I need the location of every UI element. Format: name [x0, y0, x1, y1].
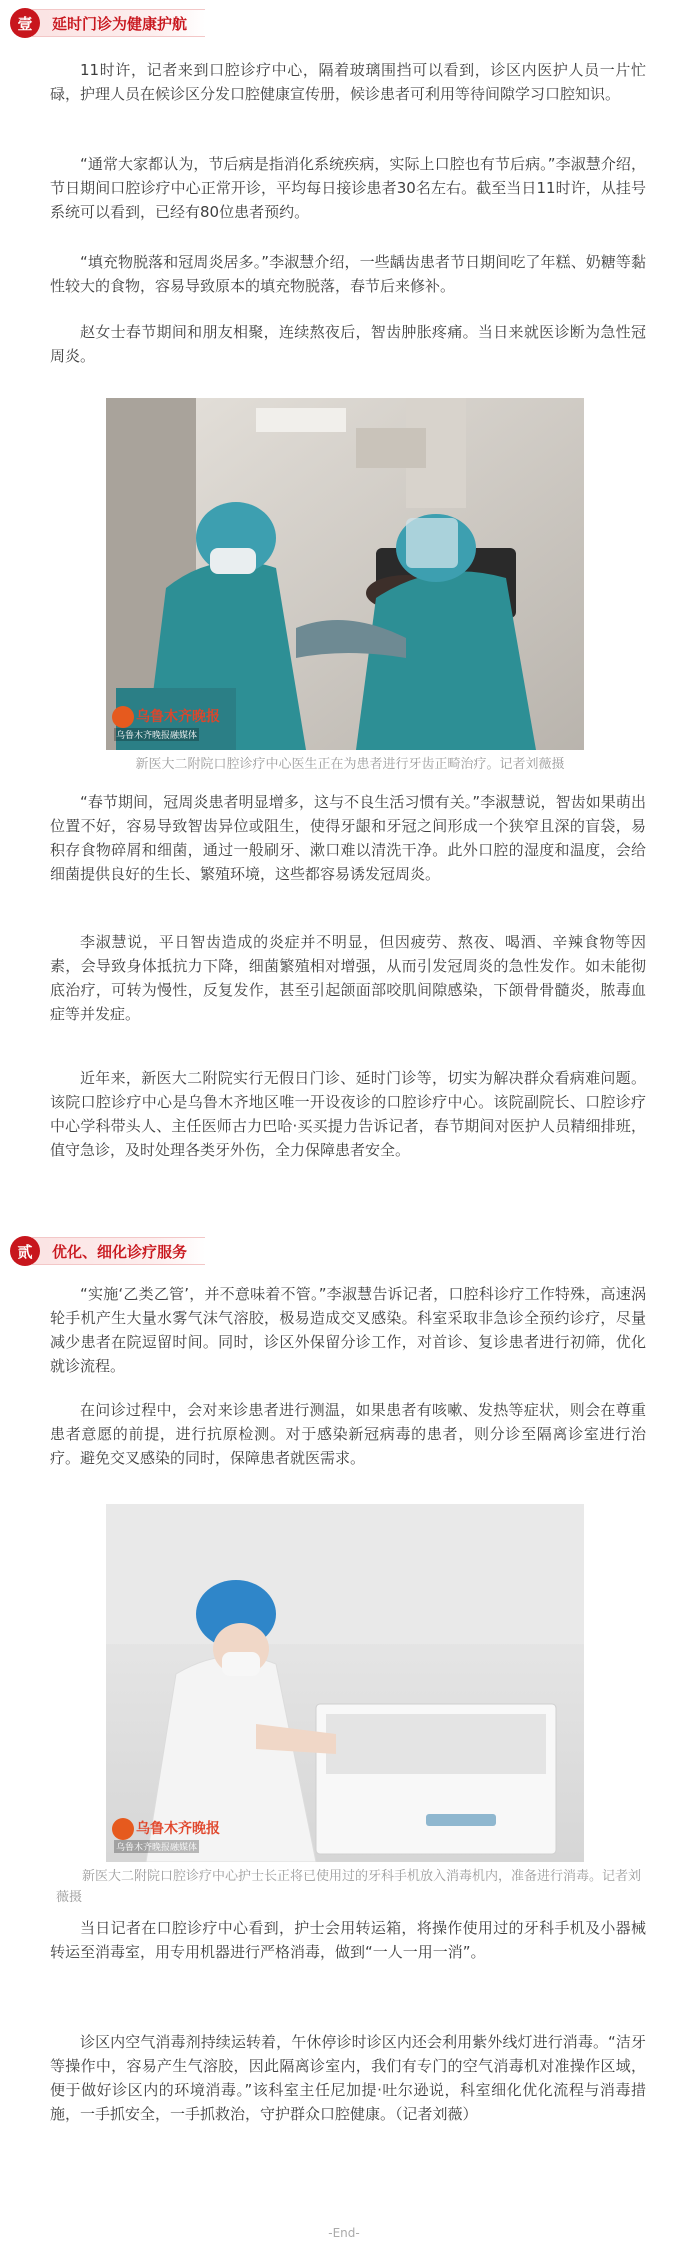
disinfection-image — [106, 1504, 584, 1862]
paragraph: 近年来，新医大二附院实行无假日门诊、延时门诊等，切实为解决群众看病难问题。该院口腔诊疗中心是乌鲁木齐地区唯一开设夜诊的口腔诊疗中心。该院副院长、口腔诊疗中心学科带头人、主任医师古力巴哈·买买提力告诉记者，春节期间对医护人员精细排班，值守急诊，及时处理各类牙外伤，全力保障患者安全。 — [50, 1069, 646, 1159]
logo-subtitle: 乌鲁木齐晚报融媒体 — [114, 728, 199, 741]
newspaper-logo — [112, 706, 242, 742]
dental-treatment-image — [106, 398, 584, 750]
dental-treatment-photo — [106, 398, 584, 750]
paragraph: 当日记者在口腔诊疗中心看到，护士会用转运箱，将操作使用过的牙科手机及小器械转运至消毒室，用专用机器进行严格消毒，做到“一人一用一消”。 — [50, 1919, 646, 1961]
section-badge: 壹 — [10, 8, 40, 38]
section-header-1 — [10, 8, 205, 38]
paragraph: 赵女士春节期间和朋友相聚，连续熬夜后，智齿肿胀疼痛。当日来就医诊断为急性冠周炎。 — [50, 323, 646, 365]
logo-sun-icon — [112, 1818, 134, 1840]
photo-caption: 新医大二附院口腔诊疗中心医生正在为患者进行牙齿正畸治疗。记者刘薇摄 — [135, 757, 565, 772]
section-title: 优化、细化诊疗服务 — [32, 1237, 205, 1265]
newspaper-logo — [112, 1818, 242, 1854]
paragraph: “填充物脱落和冠周炎居多。”李淑慧介绍，一些龋齿患者节日期间吃了年糕、奶糖等黏性较大的食物，容易导致原本的填充物脱落，春节后来修补。 — [50, 253, 646, 295]
logo-subtitle: 乌鲁木齐晚报融媒体 — [114, 1840, 199, 1853]
photo-caption: 新医大二附院口腔诊疗中心护士长正将已使用过的牙科手机放入消毒机内，准备进行消毒。记者刘薇摄 — [56, 1869, 642, 1905]
logo-sun-icon — [112, 706, 134, 728]
paragraph: “通常大家都认为，节后病是指消化系统疾病，实际上口腔也有节后病。”李淑慧介绍，节日期间口腔诊疗中心正常开诊，平均每日接诊患者30名左右。截至当日11时许，从挂号系统可以看到，已经有80位患者预约。 — [50, 155, 646, 221]
section-badge: 贰 — [10, 1236, 40, 1266]
paragraph: 李淑慧说，平日智齿造成的炎症并不明显，但因疲劳、熬夜、喝酒、辛辣食物等因素，会导致身体抵抗力下降，细菌繁殖相对增强，从而引发冠周炎的急性发作。如未能彻底治疗，可转为慢性，反复发作，甚至引起颌面部咬肌间隙感染，下颌骨骨髓炎，脓毒血症等并发症。 — [50, 933, 646, 1023]
disinfection-photo — [106, 1504, 584, 1862]
paragraph: “春节期间，冠周炎患者明显增多，这与不良生活习惯有关。”李淑慧说，智齿如果萌出位置不好，容易导致智齿异位或阻生，使得牙龈和牙冠之间形成一个狭窄且深的盲袋，易积存食物碎屑和细菌，通过一般刷牙、漱口难以清洗干净。此外口腔的湿度和温度，会给细菌提供良好的生长、繁殖环境，这些都容易诱发冠周炎。 — [50, 793, 646, 883]
end-marker: -End- — [328, 2226, 360, 2240]
paragraph: 诊区内空气消毒剂持续运转着，午休停诊时诊区内还会利用紫外线灯进行消毒。“洁牙等操作中，容易产生气溶胶，因此隔离诊室内，我们有专门的空气消毒机对准操作区域，便于做好诊区内的环境消毒。”该科室主任尼加提·吐尔逊说，科室细化优化流程与消毒措施，一手抓安全，一手抓救治，守护群众口腔健康。（记者刘薇） — [50, 2033, 646, 2123]
paragraph: “实施‘乙类乙管’，并不意味着不管。”李淑慧告诉记者，口腔科诊疗工作特殊，高速涡轮手机产生大量水雾气沫气溶胶，极易造成交叉感染。科室采取非急诊全预约诊疗，尽量减少患者在院逗留时间。同时，诊区外保留分诊工作，对首诊、复诊患者进行初筛，优化就诊流程。 — [50, 1285, 646, 1375]
section-title: 延时门诊为健康护航 — [32, 9, 205, 37]
logo-title: 乌鲁木齐晚报 — [136, 1821, 220, 1837]
paragraph: 在问诊过程中，会对来诊患者进行测温，如果患者有咳嗽、发热等症状，则会在尊重患者意愿的前提，进行抗原检测。对于感染新冠病毒的患者，则分诊至隔离诊室进行治疗。避免交叉感染的同时，保障患者就医需求。 — [50, 1401, 646, 1467]
paragraph: 11时许，记者来到口腔诊疗中心，隔着玻璃围挡可以看到，诊区内医护人员一片忙碌，护理人员在候诊区分发口腔健康宣传册，候诊患者可利用等待间隙学习口腔知识。 — [50, 61, 646, 103]
logo-title: 乌鲁木齐晚报 — [136, 709, 220, 725]
section-header-2 — [10, 1236, 205, 1266]
